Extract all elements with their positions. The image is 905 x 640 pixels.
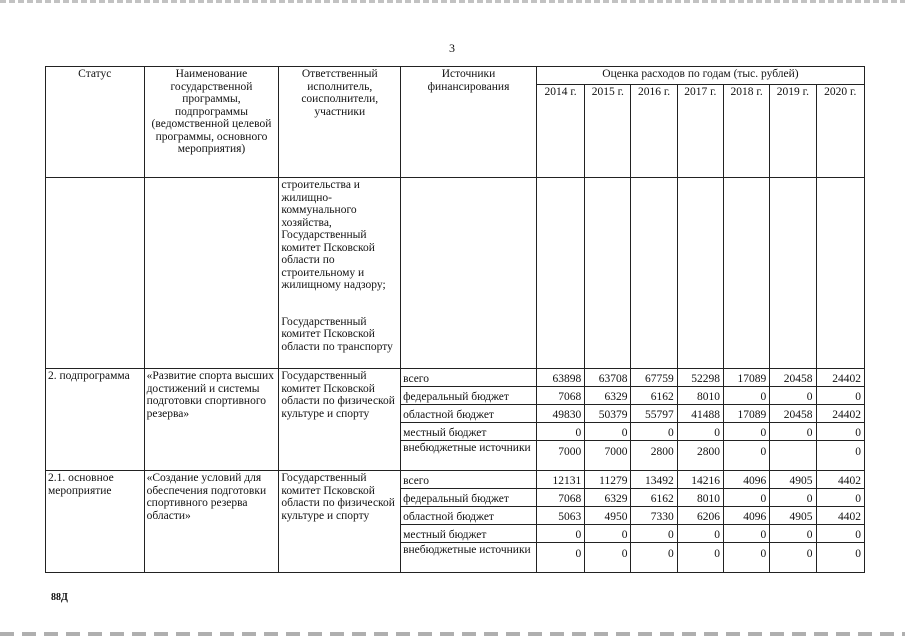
- value-cell: 0: [723, 423, 769, 441]
- value-cell: 0: [723, 525, 769, 543]
- value-cell: 20458: [770, 405, 816, 423]
- value-cell: 63708: [585, 369, 631, 387]
- value-cell: 6162: [631, 387, 677, 405]
- header-year: 2019 г.: [770, 85, 816, 178]
- value-cell: 13492: [631, 471, 677, 489]
- value-cell: 0: [770, 489, 816, 507]
- value-cell: 2800: [677, 441, 723, 471]
- value-cell: 0: [723, 387, 769, 405]
- value-cell: 0: [536, 423, 584, 441]
- value-cell: 2800: [631, 441, 677, 471]
- header-name: Наименование государственной программы, подпрограммы (ведомственной целевой программы, основного мероприятия): [144, 67, 279, 178]
- value-cell: 6162: [631, 489, 677, 507]
- expenditure-table: [45, 66, 865, 573]
- value-cell: 5063: [536, 507, 584, 525]
- value-cell: 55797: [631, 405, 677, 423]
- source-cell: областной бюджет: [401, 507, 537, 525]
- value-cell: 6206: [677, 507, 723, 525]
- source-cell: внебюджетные источники: [401, 543, 537, 573]
- header-responsible: Ответственный исполнитель, соисполнители, участники: [279, 67, 401, 178]
- value-cell: 0: [723, 441, 769, 471]
- value-cell: 0: [816, 441, 864, 471]
- value-cell: 7068: [536, 387, 584, 405]
- value-cell: 0: [816, 543, 864, 573]
- value-cell: 6329: [585, 489, 631, 507]
- value-cell: 4096: [723, 471, 769, 489]
- value-cell: 0: [723, 543, 769, 573]
- value-cell: 0: [631, 423, 677, 441]
- value-cell: 0: [631, 543, 677, 573]
- value-cell: 8010: [677, 489, 723, 507]
- value-cell: 14216: [677, 471, 723, 489]
- value-cell: [770, 441, 816, 471]
- page-number: 3: [449, 41, 455, 55]
- value-cell: 0: [723, 489, 769, 507]
- responsible-cell: Государственный комитет Псковской области по физической культуре и спорту: [279, 471, 401, 573]
- program-name-cell: «Развитие спорта высших достижений и системы подготовки спортивного резерва»: [144, 369, 279, 471]
- source-cell: всего: [401, 369, 537, 387]
- source-cell: местный бюджет: [401, 525, 537, 543]
- continuation-responsible-part2: Государственный комитет Псковской области по транспорту: [279, 315, 401, 369]
- header-year: 2020 г.: [816, 85, 864, 178]
- value-cell: 0: [536, 543, 584, 573]
- header-sources: Источники финансирования: [401, 67, 537, 178]
- program-name-cell: «Создание условий для обеспечения подготовки спортивного резерва области»: [144, 471, 279, 573]
- value-cell: 0: [816, 423, 864, 441]
- header-row-1: [46, 67, 865, 85]
- header-year: 2018 г.: [723, 85, 769, 178]
- value-cell: 0: [770, 525, 816, 543]
- status-cell: 2. подпрограмма: [46, 369, 145, 471]
- value-cell: 24402: [816, 369, 864, 387]
- source-cell: областной бюджет: [401, 405, 537, 423]
- value-cell: 0: [585, 525, 631, 543]
- value-cell: 0: [631, 525, 677, 543]
- value-cell: 0: [585, 423, 631, 441]
- continuation-row-1: [46, 178, 865, 315]
- value-cell: 0: [677, 525, 723, 543]
- value-cell: 63898: [536, 369, 584, 387]
- value-cell: 0: [770, 543, 816, 573]
- source-cell: внебюджетные источники: [401, 441, 537, 471]
- value-cell: 7068: [536, 489, 584, 507]
- header-year: 2017 г.: [677, 85, 723, 178]
- footer-code: 88Д: [51, 592, 68, 603]
- source-cell: местный бюджет: [401, 423, 537, 441]
- value-cell: 11279: [585, 471, 631, 489]
- header-year: 2016 г.: [631, 85, 677, 178]
- value-cell: 0: [536, 525, 584, 543]
- status-cell: 2.1. основное мероприятие: [46, 471, 145, 573]
- value-cell: 4402: [816, 507, 864, 525]
- value-cell: 0: [816, 525, 864, 543]
- responsible-cell: Государственный комитет Псковской области по физической культуре и спорту: [279, 369, 401, 471]
- continuation-row-2: [46, 315, 865, 369]
- value-cell: 4096: [723, 507, 769, 525]
- value-cell: 0: [770, 423, 816, 441]
- source-cell: федеральный бюджет: [401, 489, 537, 507]
- value-cell: 0: [677, 423, 723, 441]
- value-cell: 4950: [585, 507, 631, 525]
- value-cell: 41488: [677, 405, 723, 423]
- header-status: Статус: [46, 67, 145, 178]
- value-cell: 4402: [816, 471, 864, 489]
- value-cell: 0: [816, 387, 864, 405]
- source-cell: всего: [401, 471, 537, 489]
- value-cell: 0: [585, 543, 631, 573]
- value-cell: 17089: [723, 405, 769, 423]
- value-cell: 49830: [536, 405, 584, 423]
- value-cell: 20458: [770, 369, 816, 387]
- value-cell: 7000: [585, 441, 631, 471]
- value-cell: 7000: [536, 441, 584, 471]
- value-cell: 4905: [770, 507, 816, 525]
- header-costs: Оценка расходов по годам (тыс. рублей): [536, 67, 864, 85]
- value-cell: 24402: [816, 405, 864, 423]
- table-row: [46, 471, 865, 489]
- value-cell: 52298: [677, 369, 723, 387]
- header-year: 2014 г.: [536, 85, 584, 178]
- value-cell: 0: [677, 543, 723, 573]
- value-cell: 67759: [631, 369, 677, 387]
- value-cell: 12131: [536, 471, 584, 489]
- source-cell: федеральный бюджет: [401, 387, 537, 405]
- table-row: [46, 369, 865, 387]
- continuation-responsible-part1: строительства и жилищно-коммунального хозяйства, Государственный комитет Псковской области по строительному и жилищному надзору;: [279, 178, 401, 315]
- value-cell: 0: [770, 387, 816, 405]
- value-cell: 4905: [770, 471, 816, 489]
- header-year: 2015 г.: [585, 85, 631, 178]
- scan-artifact-top: [0, 0, 905, 3]
- value-cell: 7330: [631, 507, 677, 525]
- value-cell: 17089: [723, 369, 769, 387]
- value-cell: 6329: [585, 387, 631, 405]
- value-cell: 50379: [585, 405, 631, 423]
- value-cell: 8010: [677, 387, 723, 405]
- value-cell: 0: [816, 489, 864, 507]
- scan-artifact-bottom: [0, 632, 905, 636]
